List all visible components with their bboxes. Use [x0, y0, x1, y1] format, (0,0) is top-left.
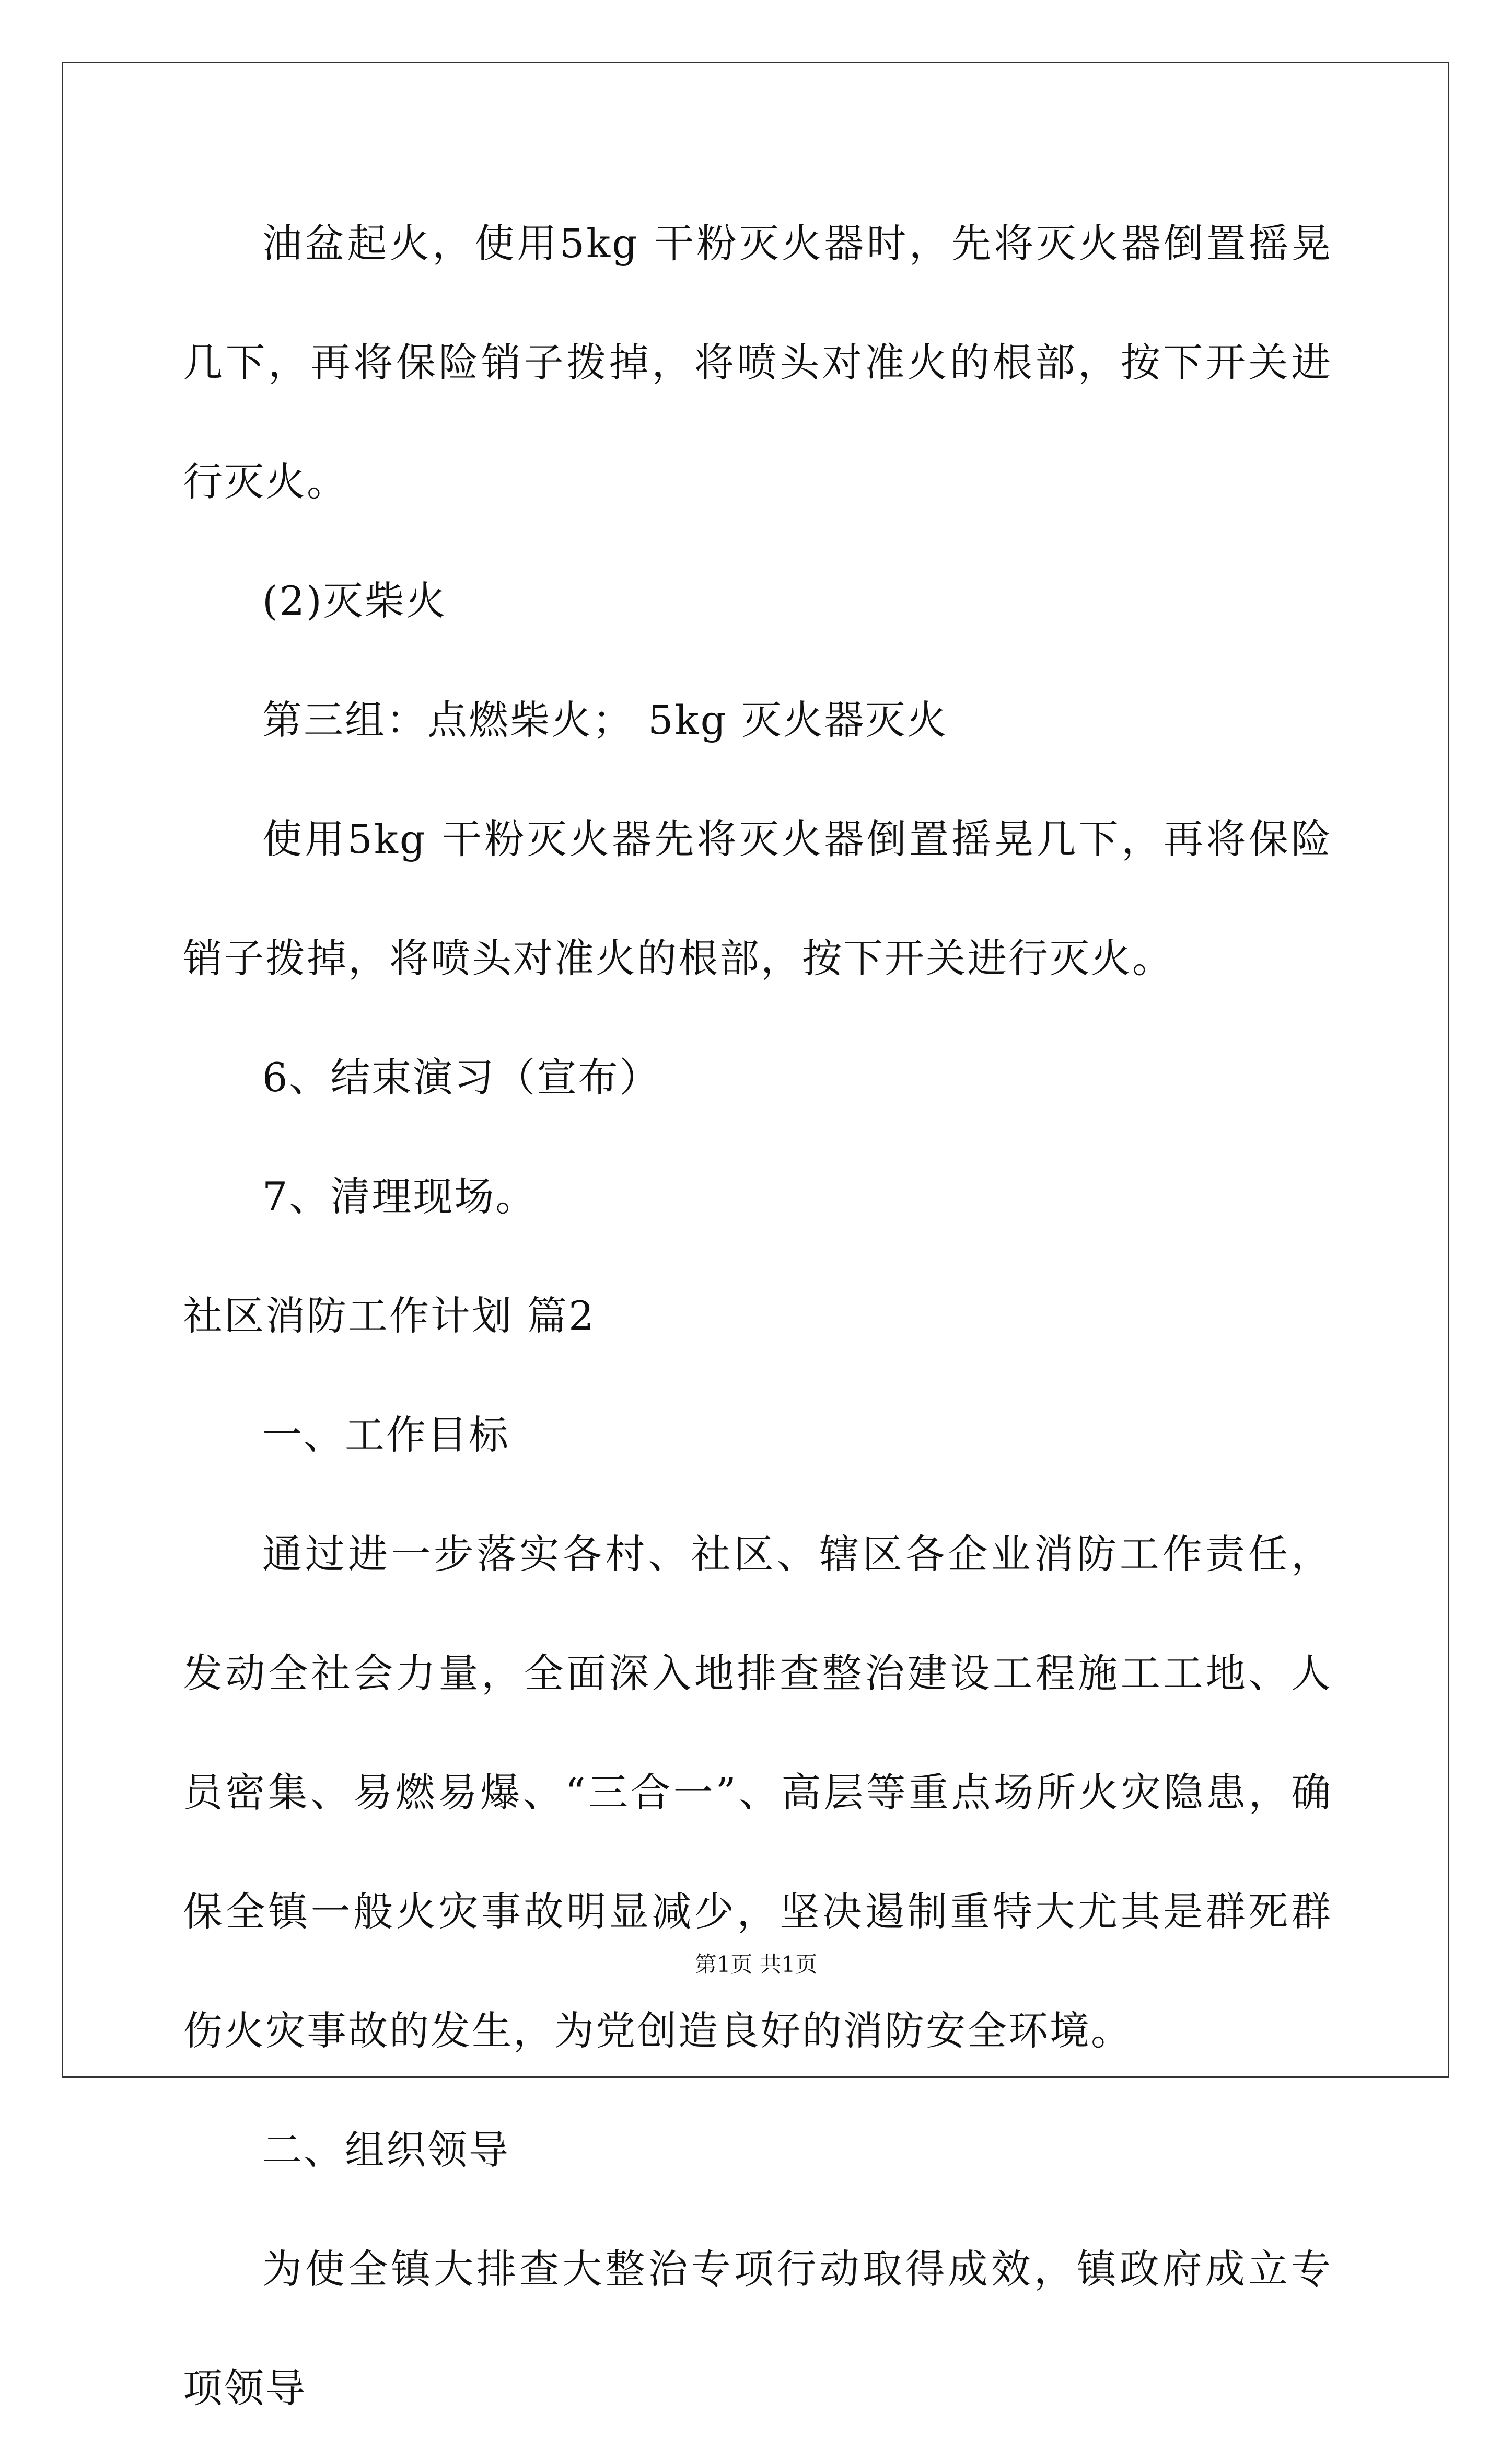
paragraph-extinguish-firewood-heading: (2)灭柴火 [262, 578, 447, 624]
paragraph-extinguisher-usage: 使用5kg 干粉灭火器先将灭火器倒置摇晃几下，再将保险销子拨掉，将喷头对准火的根部，按下开关进行灭火。 [183, 816, 1332, 981]
paragraph-work-goal: 通过进一步落实各村、社区、辖区各企业消防工作责任，发动全社会力量，全面深入地排查整治建设工程施工工地、人员密集、易燃易爆、“三合一”、高层等重点场所火灾隐患，确保全镇一般火灾事故明显减少，坚决遏制重特大尤其是群死群伤火灾事故的发生，为党创造良好的消防安全环境。 [183, 1531, 1332, 2054]
section-title: 社区消防工作计划 篇2 [183, 1292, 596, 1339]
page-footer: 第1页 共1页 [694, 1952, 818, 1977]
document-body [183, 184, 1332, 2448]
paragraph-group-three: 第三组：点燃柴火； 5kg 灭火器灭火 [262, 697, 948, 743]
paragraph-end-drill: 6、结束演习（宣布） [262, 1054, 661, 1101]
paragraph-organization: 为使全镇大排查大整治专项行动取得成效，镇政府成立专项领导 [183, 2246, 1332, 2411]
paragraph-fire-oil-pan: 油盆起火，使用5kg 干粉灭火器时，先将灭火器倒置摇晃几下，再将保险销子拨掉，将喷头对准火的根部，按下开关进行灭火。 [183, 220, 1332, 505]
subheading-work-goal: 一、工作目标 [262, 1412, 510, 1458]
subheading-organization: 二、组织领导 [262, 2127, 510, 2173]
paragraph-clean-site: 7、清理现场。 [262, 1173, 537, 1220]
